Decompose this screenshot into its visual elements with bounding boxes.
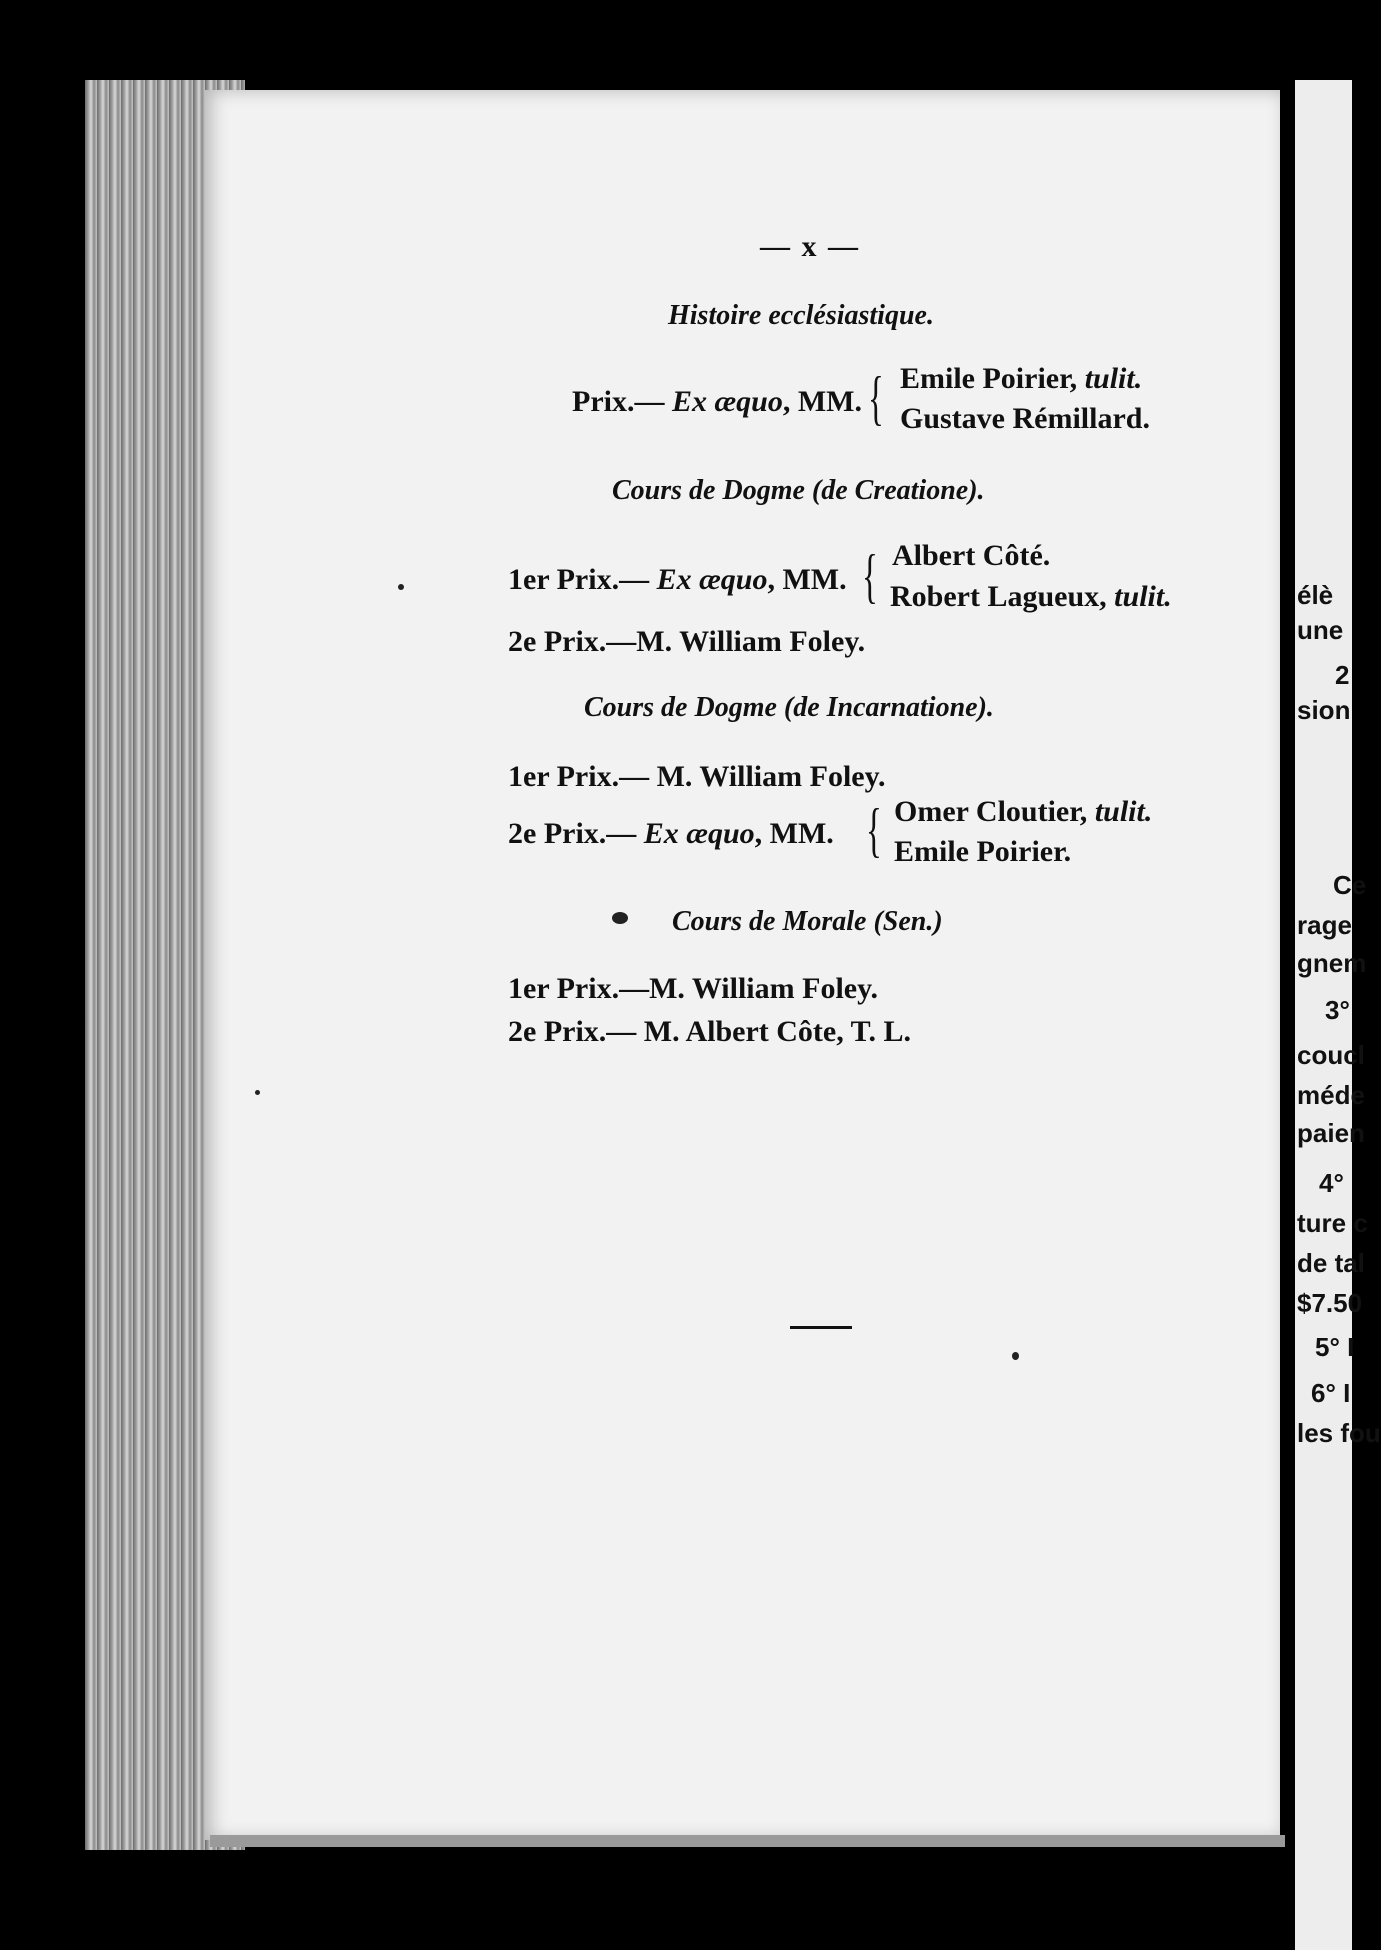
- brace: {: [866, 797, 882, 863]
- closing-rule: [790, 1326, 852, 1329]
- section-heading: Cours de Dogme (de Creatione).: [612, 475, 985, 506]
- brace: {: [868, 365, 884, 431]
- winner-name: Emile Poirier.: [894, 835, 1072, 868]
- next-page-text: 3°: [1325, 995, 1350, 1025]
- winner-name: Emile Poirier, tulit.: [900, 362, 1143, 395]
- winner-name: Gustave Rémillard.: [900, 402, 1150, 435]
- next-page-text: gnem: [1297, 948, 1367, 978]
- prize-line: Prix.— Ex æquo, MM.: [572, 385, 862, 418]
- next-page-text: de tal: [1297, 1248, 1365, 1278]
- next-page-text: coucl: [1297, 1040, 1365, 1070]
- ink-speck: [1012, 1352, 1019, 1360]
- winner-name: Albert Côté.: [892, 539, 1051, 572]
- brace: {: [862, 543, 878, 609]
- next-page-text: sion: [1297, 695, 1351, 725]
- prize-line: 2e Prix.— M. Albert Côte, T. L.: [508, 1015, 911, 1048]
- prize-line: 2e Prix.—M. William Foley.: [508, 625, 866, 658]
- winner-name: Robert Lagueux, tulit.: [890, 580, 1172, 613]
- next-page-text: ture c: [1297, 1208, 1368, 1238]
- next-page-text: une: [1297, 615, 1344, 645]
- prize-line: 1er Prix.— Ex æquo, MM.: [508, 563, 847, 596]
- next-page-text: les fou: [1297, 1418, 1381, 1448]
- next-page-text: 5° I: [1315, 1332, 1355, 1362]
- ink-blot: [612, 912, 628, 924]
- ink-speck: [255, 1090, 260, 1095]
- prize-line: 2e Prix.— Ex æquo, MM.: [508, 817, 834, 850]
- section-heading: Histoire ecclésiastique.: [668, 300, 934, 331]
- ink-speck: [398, 584, 404, 590]
- winner-name: Omer Cloutier, tulit.: [894, 795, 1153, 828]
- next-page-text: paien: [1297, 1118, 1365, 1148]
- next-page-text: 6° I: [1311, 1378, 1351, 1408]
- next-page-text: rage: [1297, 910, 1352, 940]
- next-page-text: méde: [1297, 1080, 1365, 1110]
- next-page-text: 2: [1335, 660, 1350, 690]
- page-number: — x —: [760, 230, 860, 263]
- next-page-text: Ce: [1333, 870, 1367, 900]
- next-page-text: 4°: [1319, 1168, 1344, 1198]
- section-heading: Cours de Dogme (de Incarnatione).: [584, 692, 994, 723]
- next-page-text: élè: [1297, 580, 1334, 610]
- prize-line: 1er Prix.—M. William Foley.: [508, 972, 878, 1005]
- prize-line: 1er Prix.— M. William Foley.: [508, 760, 886, 793]
- next-page-text: $7.50: [1297, 1288, 1363, 1318]
- section-heading: Cours de Morale (Sen.): [672, 906, 943, 937]
